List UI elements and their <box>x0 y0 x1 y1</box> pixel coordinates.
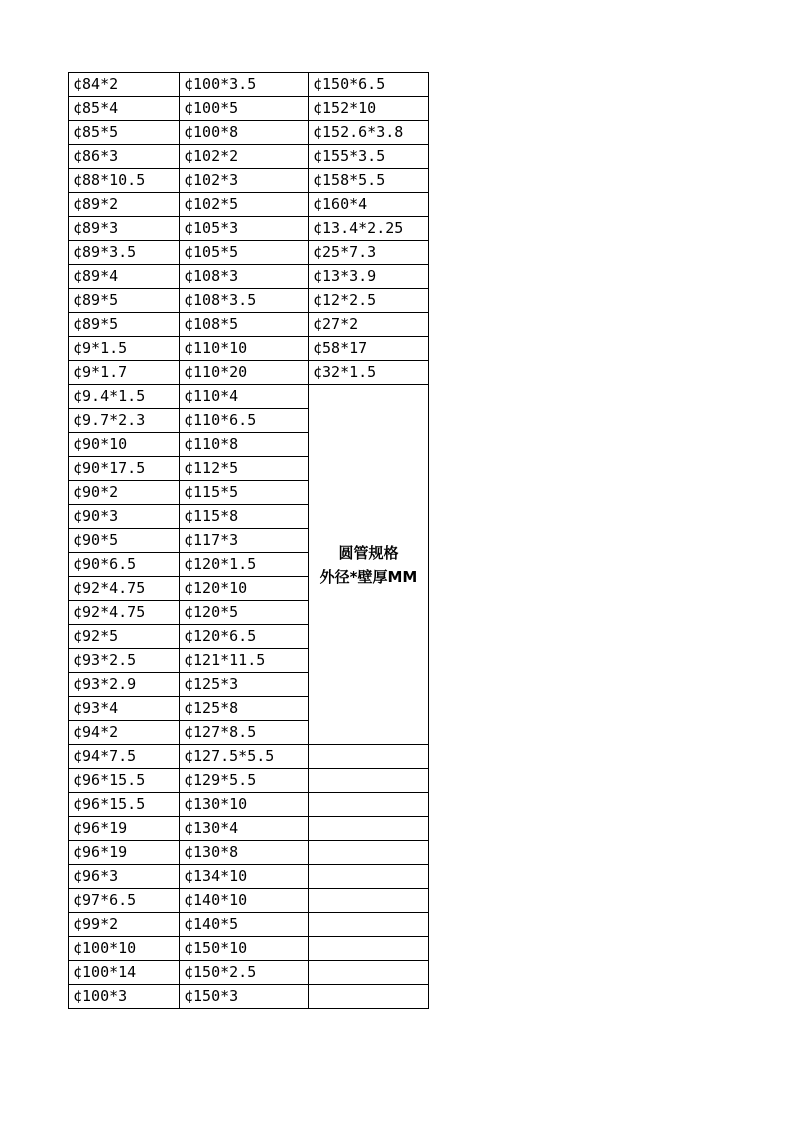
spec-cell: ¢117*3 <box>180 529 309 553</box>
spec-cell: ¢134*10 <box>180 865 309 889</box>
spec-cell: ¢99*2 <box>69 913 180 937</box>
spec-cell <box>309 961 429 985</box>
spec-cell: ¢150*2.5 <box>180 961 309 985</box>
spec-cell: ¢110*20 <box>180 361 309 385</box>
spec-cell: ¢102*3 <box>180 169 309 193</box>
spec-cell: ¢121*11.5 <box>180 649 309 673</box>
table-row <box>69 937 429 961</box>
spec-cell: ¢13.4*2.25 <box>309 217 429 241</box>
table-row <box>69 193 429 217</box>
spec-cell <box>309 793 429 817</box>
spec-cell: ¢9*1.5 <box>69 337 180 361</box>
spec-cell <box>309 937 429 961</box>
spec-cell: ¢152*10 <box>309 97 429 121</box>
spec-cell: ¢92*4.75 <box>69 601 180 625</box>
spec-cell: ¢129*5.5 <box>180 769 309 793</box>
spec-cell: ¢32*1.5 <box>309 361 429 385</box>
spec-cell: ¢93*2.9 <box>69 673 180 697</box>
spec-cell: ¢89*3.5 <box>69 241 180 265</box>
spec-cell <box>309 817 429 841</box>
spec-cell: ¢94*2 <box>69 721 180 745</box>
spec-cell: ¢127*8.5 <box>180 721 309 745</box>
table-row <box>69 793 429 817</box>
spec-cell: ¢27*2 <box>309 313 429 337</box>
spec-cell: ¢110*6.5 <box>180 409 309 433</box>
table-row <box>69 385 429 409</box>
spec-cell: ¢90*5 <box>69 529 180 553</box>
table-row <box>69 145 429 169</box>
spec-cell: ¢92*4.75 <box>69 577 180 601</box>
table-row <box>69 337 429 361</box>
spec-cell: ¢86*3 <box>69 145 180 169</box>
table-row <box>69 817 429 841</box>
spec-cell: ¢155*3.5 <box>309 145 429 169</box>
table-row <box>69 961 429 985</box>
spec-cell: ¢100*3 <box>69 985 180 1009</box>
spec-note-cell <box>309 385 429 745</box>
spec-cell: ¢94*7.5 <box>69 745 180 769</box>
spec-cell: ¢120*1.5 <box>180 553 309 577</box>
spec-cell: ¢96*15.5 <box>69 793 180 817</box>
spec-cell: ¢110*10 <box>180 337 309 361</box>
spec-cell: ¢102*5 <box>180 193 309 217</box>
table-row <box>69 313 429 337</box>
spec-cell: ¢96*19 <box>69 841 180 865</box>
spec-cell: ¢130*10 <box>180 793 309 817</box>
spec-note-subtitle: 外径*壁厚MM <box>319 567 418 586</box>
spec-cell: ¢140*5 <box>180 913 309 937</box>
spec-cell: ¢160*4 <box>309 193 429 217</box>
spec-cell: ¢85*4 <box>69 97 180 121</box>
pipe-spec-table <box>68 72 429 1009</box>
spec-cell: ¢140*10 <box>180 889 309 913</box>
spec-cell: ¢110*8 <box>180 433 309 457</box>
table-row <box>69 769 429 793</box>
table-row <box>69 985 429 1009</box>
spec-cell: ¢9*1.7 <box>69 361 180 385</box>
spec-cell <box>309 889 429 913</box>
spec-cell: ¢96*3 <box>69 865 180 889</box>
spec-cell: ¢9.4*1.5 <box>69 385 180 409</box>
spec-cell: ¢9.7*2.3 <box>69 409 180 433</box>
table-row <box>69 217 429 241</box>
spec-cell: ¢88*10.5 <box>69 169 180 193</box>
spec-cell: ¢90*10 <box>69 433 180 457</box>
spec-cell: ¢84*2 <box>69 73 180 97</box>
spec-cell: ¢105*3 <box>180 217 309 241</box>
spec-cell: ¢89*3 <box>69 217 180 241</box>
spec-cell: ¢150*6.5 <box>309 73 429 97</box>
spec-cell: ¢89*2 <box>69 193 180 217</box>
spec-cell: ¢89*5 <box>69 289 180 313</box>
spec-cell: ¢96*15.5 <box>69 769 180 793</box>
spec-cell: ¢90*3 <box>69 505 180 529</box>
table-row <box>69 121 429 145</box>
spec-cell: ¢93*4 <box>69 697 180 721</box>
spec-cell: ¢25*7.3 <box>309 241 429 265</box>
spec-cell: ¢152.6*3.8 <box>309 121 429 145</box>
table-row <box>69 745 429 769</box>
spec-cell: ¢12*2.5 <box>309 289 429 313</box>
spec-cell: ¢125*3 <box>180 673 309 697</box>
spec-cell: ¢100*5 <box>180 97 309 121</box>
spec-cell: ¢150*10 <box>180 937 309 961</box>
spec-cell: ¢108*3.5 <box>180 289 309 313</box>
table-row <box>69 361 429 385</box>
spec-cell: ¢100*10 <box>69 937 180 961</box>
spec-cell: ¢110*4 <box>180 385 309 409</box>
spec-cell: ¢120*5 <box>180 601 309 625</box>
spec-cell: ¢93*2.5 <box>69 649 180 673</box>
spec-cell: ¢125*8 <box>180 697 309 721</box>
table-row <box>69 865 429 889</box>
spec-cell: ¢150*3 <box>180 985 309 1009</box>
spec-cell: ¢130*8 <box>180 841 309 865</box>
spec-cell: ¢108*5 <box>180 313 309 337</box>
spec-cell: ¢89*5 <box>69 313 180 337</box>
spec-cell: ¢100*14 <box>69 961 180 985</box>
spec-cell: ¢85*5 <box>69 121 180 145</box>
spec-cell: ¢92*5 <box>69 625 180 649</box>
spec-cell: ¢102*2 <box>180 145 309 169</box>
spec-cell: ¢97*6.5 <box>69 889 180 913</box>
spec-cell: ¢100*8 <box>180 121 309 145</box>
spec-cell: ¢90*17.5 <box>69 457 180 481</box>
table-row <box>69 913 429 937</box>
spec-cell <box>309 841 429 865</box>
spec-cell <box>309 745 429 769</box>
spec-cell: ¢105*5 <box>180 241 309 265</box>
spec-cell: ¢130*4 <box>180 817 309 841</box>
table-row <box>69 889 429 913</box>
spec-cell: ¢58*17 <box>309 337 429 361</box>
table-row <box>69 169 429 193</box>
spec-cell: ¢112*5 <box>180 457 309 481</box>
spec-cell: ¢115*5 <box>180 481 309 505</box>
spec-cell: ¢89*4 <box>69 265 180 289</box>
table-row <box>69 241 429 265</box>
spec-cell: ¢115*8 <box>180 505 309 529</box>
table-row <box>69 841 429 865</box>
spec-cell: ¢100*3.5 <box>180 73 309 97</box>
spec-cell <box>309 913 429 937</box>
table-row <box>69 73 429 97</box>
spec-cell: ¢120*6.5 <box>180 625 309 649</box>
spec-cell <box>309 769 429 793</box>
spec-cell: ¢90*2 <box>69 481 180 505</box>
spec-cell <box>309 865 429 889</box>
spec-cell: ¢108*3 <box>180 265 309 289</box>
spec-cell: ¢96*19 <box>69 817 180 841</box>
spec-cell: ¢13*3.9 <box>309 265 429 289</box>
spec-cell: ¢127.5*5.5 <box>180 745 309 769</box>
spec-cell: ¢120*10 <box>180 577 309 601</box>
table-row <box>69 289 429 313</box>
spec-note-title: 圆管规格 <box>338 543 399 562</box>
spec-cell: ¢90*6.5 <box>69 553 180 577</box>
table-row <box>69 265 429 289</box>
pipe-spec-table-body <box>69 73 429 1009</box>
table-row <box>69 97 429 121</box>
spec-cell <box>309 985 429 1009</box>
spec-cell: ¢158*5.5 <box>309 169 429 193</box>
